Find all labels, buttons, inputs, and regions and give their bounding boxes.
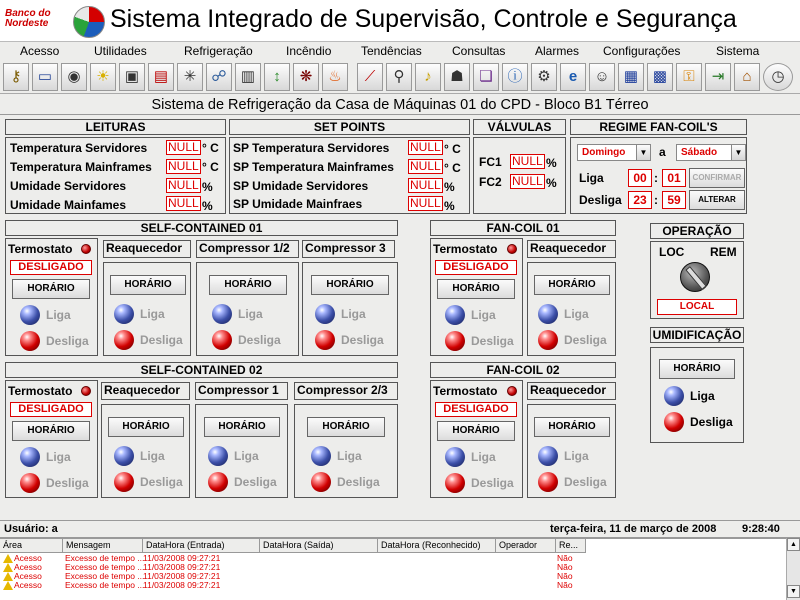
- message-cell: Excesso de tempo ...: [65, 563, 145, 572]
- menu-sistema[interactable]: Sistema: [716, 44, 760, 58]
- sc02-title: SELF-CONTAINED 02: [5, 362, 398, 378]
- liga-label: Liga: [471, 450, 496, 464]
- time-label: 9:28:40: [742, 523, 780, 535]
- liga-label: Liga: [234, 449, 259, 463]
- key-ring-icon[interactable]: ⚿: [676, 63, 702, 91]
- menu-consultas[interactable]: Consultas: [452, 44, 506, 58]
- desliga-indicator-icon[interactable]: [114, 472, 134, 492]
- day-from-select[interactable]: [577, 144, 651, 161]
- chevron-down-icon: ▼: [731, 145, 745, 160]
- re-cell: Não: [557, 581, 573, 590]
- desliga-label: Desliga: [140, 475, 183, 489]
- network-tree-icon[interactable]: ☍: [206, 63, 232, 91]
- selector-switch-icon[interactable]: [680, 262, 710, 292]
- re-cell: Não: [557, 572, 573, 581]
- column-header[interactable]: Mensagem: [63, 539, 143, 553]
- liga-label: Liga: [140, 449, 165, 463]
- column-header[interactable]: Re...: [556, 539, 586, 553]
- liga-indicator-icon[interactable]: [114, 304, 134, 324]
- message-cell: Excesso de tempo ...: [65, 581, 145, 590]
- setpoint-value: NULL: [410, 178, 441, 192]
- desliga-indicator-icon[interactable]: [20, 473, 40, 493]
- desliga-label: Desliga: [234, 475, 277, 489]
- security-guard-icon[interactable]: ☗: [444, 63, 470, 91]
- liga-indicator-icon[interactable]: [20, 305, 40, 325]
- valvulas-title: VÁLVULAS: [473, 119, 566, 135]
- alter-button[interactable]: ALTERAR: [689, 190, 745, 210]
- desliga-label: Desliga: [579, 193, 622, 207]
- scroll-down-icon[interactable]: ▼: [787, 585, 800, 598]
- day-from-value: Domingo: [582, 147, 626, 158]
- setpoint-unit: %: [444, 180, 455, 194]
- desliga-indicator-icon[interactable]: [538, 330, 558, 350]
- desliga-indicator-icon[interactable]: [664, 412, 684, 432]
- liga-label: Liga: [564, 449, 589, 463]
- liga-label: Liga: [579, 171, 604, 185]
- liga-hour-input[interactable]: 00: [628, 169, 652, 187]
- lightbulb-icon[interactable]: ☀: [90, 63, 116, 91]
- liga-indicator-icon[interactable]: [445, 305, 465, 325]
- desliga-label: Desliga: [337, 475, 380, 489]
- horario-button[interactable]: HORÁRIO: [209, 275, 287, 295]
- horario-button[interactable]: HORÁRIO: [437, 279, 515, 299]
- menu-configuracoes[interactable]: Configurações: [603, 44, 681, 58]
- horario-button[interactable]: HORÁRIO: [204, 417, 280, 437]
- area-cell: Acesso: [14, 572, 42, 581]
- setpoints-panel: [229, 137, 470, 214]
- liga-indicator-icon[interactable]: [20, 447, 40, 467]
- horario-button[interactable]: HORÁRIO: [534, 417, 610, 437]
- setpoint-label: SP Temperatura Mainframes: [233, 160, 394, 174]
- termostato-state: DESLIGADO: [435, 260, 517, 275]
- setpoint-value: NULL: [410, 140, 441, 154]
- fc01-termostato: [430, 238, 523, 356]
- liga-indicator-icon[interactable]: [212, 304, 232, 324]
- calendar-icon[interactable]: ▦: [618, 63, 644, 91]
- regime-panel: [570, 137, 747, 214]
- valvula-label: FC2: [479, 175, 502, 189]
- menu-bar: [0, 42, 800, 60]
- desliga-indicator-icon[interactable]: [445, 331, 465, 351]
- colon-label: :: [654, 171, 658, 185]
- horario-button[interactable]: HORÁRIO: [12, 421, 90, 441]
- users-icon[interactable]: ☺: [589, 63, 615, 91]
- reaquecedor-title: Reaquecedor: [103, 240, 191, 258]
- desliga-indicator-icon[interactable]: [538, 472, 558, 492]
- calculator-icon[interactable]: ▩: [647, 63, 673, 91]
- fc02-termostato: [430, 380, 523, 498]
- desliga-minute-input[interactable]: 59: [662, 191, 686, 209]
- liga-label: Liga: [341, 307, 366, 321]
- leituras-panel: [5, 137, 226, 214]
- horario-button[interactable]: HORÁRIO: [659, 359, 735, 379]
- reaquecedor-title: Reaquecedor: [101, 382, 190, 400]
- status-led-icon: [81, 244, 91, 254]
- menu-acesso[interactable]: Acesso: [20, 44, 60, 58]
- column-header[interactable]: DataHora (Saída): [260, 539, 378, 553]
- scroll-up-icon[interactable]: ▲: [787, 538, 800, 551]
- area-cell: Acesso: [14, 581, 42, 590]
- leitura-label: Umidade Servidores: [10, 179, 127, 193]
- leituras-title: LEITURAS: [5, 119, 226, 135]
- desliga-indicator-icon[interactable]: [20, 331, 40, 351]
- setpoint-label: SP Temperatura Servidores: [233, 141, 390, 155]
- loc-label: LOC: [659, 245, 685, 259]
- valvulas-panel: [473, 137, 566, 214]
- horario-button[interactable]: HORÁRIO: [108, 417, 184, 437]
- computer-icon[interactable]: ▭: [32, 63, 58, 91]
- alarm-table: [0, 538, 800, 600]
- termostato-state: DESLIGADO: [10, 402, 92, 417]
- desliga-indicator-icon[interactable]: [445, 473, 465, 493]
- liga-label: Liga: [140, 307, 165, 321]
- leitura-value: NULL: [168, 159, 199, 173]
- horario-button[interactable]: HORÁRIO: [437, 421, 515, 441]
- app-title: Sistema Integrado de Supervisão, Controle e Segurança: [110, 5, 737, 33]
- liga-indicator-icon[interactable]: [538, 304, 558, 324]
- exit-icon[interactable]: ⇥: [705, 63, 731, 91]
- status-led-icon: [507, 244, 517, 254]
- menu-utilidades[interactable]: Utilidades: [94, 44, 147, 58]
- compressor-title: Compressor 2/3: [294, 382, 398, 400]
- thermometer-icon[interactable]: ↕: [264, 63, 290, 91]
- sc01-reaquecedor: [103, 262, 191, 356]
- status-led-icon: [507, 386, 517, 396]
- valvula-value: NULL: [512, 154, 543, 168]
- sc02-termostato: [5, 380, 98, 498]
- leitura-value: NULL: [168, 178, 199, 192]
- user-label: Usuário: a: [4, 523, 58, 535]
- warning-icon: [3, 572, 13, 581]
- valvula-unit: %: [546, 176, 557, 190]
- warning-icon: [3, 563, 13, 572]
- message-cell: Excesso de tempo ...: [65, 554, 145, 563]
- leitura-label: Temperatura Mainframes: [10, 160, 152, 174]
- fc02-reaquecedor: [527, 404, 616, 498]
- leitura-unit: %: [202, 180, 213, 194]
- desliga-label: Desliga: [564, 333, 607, 347]
- menu-tendencias[interactable]: Tendências: [361, 44, 422, 58]
- desliga-label: Desliga: [564, 475, 607, 489]
- desliga-indicator-icon[interactable]: [208, 472, 228, 492]
- electrical-panel-icon[interactable]: ▣: [119, 63, 145, 91]
- date-label: terça-feira, 11 de março de 2008: [550, 523, 717, 535]
- desliga-label: Desliga: [46, 476, 89, 490]
- setpoints-title: SET POINTS: [229, 119, 470, 135]
- sc01-compressor-b: [302, 262, 398, 356]
- key-icon[interactable]: ⚷: [3, 63, 29, 91]
- leitura-value: NULL: [168, 196, 199, 210]
- bank-logo-icon: [73, 6, 105, 38]
- column-header[interactable]: DataHora (Entrada): [143, 539, 260, 553]
- menu-refrigeracao[interactable]: Refrigeração: [184, 44, 253, 58]
- regime-title: REGIME FAN-COIL'S: [570, 119, 747, 135]
- liga-indicator-icon[interactable]: [664, 386, 684, 406]
- sc02-compressor-a: [195, 404, 288, 498]
- day-to-select[interactable]: [676, 144, 746, 161]
- horario-button[interactable]: HORÁRIO: [307, 417, 385, 437]
- setpoint-value: NULL: [410, 159, 441, 173]
- valvula-value: NULL: [512, 174, 543, 188]
- re-cell: Não: [557, 563, 573, 572]
- horario-button[interactable]: HORÁRIO: [12, 279, 90, 299]
- internet-explorer-icon[interactable]: e: [560, 63, 586, 91]
- menu-incendio[interactable]: Incêndio: [286, 44, 332, 58]
- status-bar: [0, 520, 800, 538]
- liga-indicator-icon[interactable]: [311, 446, 331, 466]
- re-cell: Não: [557, 554, 573, 563]
- leitura-value: NULL: [168, 140, 199, 154]
- reaquecedor-title: Reaquecedor: [527, 382, 616, 400]
- entrada-cell: 11/03/2008 09:27:21: [143, 563, 221, 572]
- message-cell: Excesso de tempo ...: [65, 572, 145, 581]
- leitura-unit: ° C: [202, 160, 219, 174]
- setpoint-unit: ° C: [444, 142, 461, 156]
- operacao-state: LOCAL: [657, 299, 737, 315]
- settings-icon[interactable]: ⚙: [531, 63, 557, 91]
- logo-line2: Nordeste: [5, 18, 49, 29]
- clock-icon[interactable]: ◷: [763, 63, 793, 91]
- horario-button[interactable]: HORÁRIO: [534, 275, 610, 295]
- menu-alarmes[interactable]: Alarmes: [535, 44, 580, 58]
- air-handler-icon[interactable]: ▥: [235, 63, 261, 91]
- sc01-termostato: [5, 238, 98, 356]
- drive-icon[interactable]: ◉: [61, 63, 87, 91]
- liga-label: Liga: [564, 307, 589, 321]
- rack-icon[interactable]: ▤: [148, 63, 174, 91]
- termostato-label: Termostato: [433, 242, 498, 256]
- liga-indicator-icon[interactable]: [315, 304, 335, 324]
- desliga-label: Desliga: [690, 415, 733, 429]
- confirm-button[interactable]: CONFIRMAR: [689, 168, 745, 188]
- column-header[interactable]: Operador: [496, 539, 556, 553]
- leitura-unit: ° C: [202, 141, 219, 155]
- leitura-label: Umidade Mainfames: [10, 198, 127, 212]
- alarm-bell-icon[interactable]: ♪: [415, 63, 441, 91]
- desliga-label: Desliga: [471, 334, 514, 348]
- horario-button[interactable]: HORÁRIO: [110, 275, 186, 295]
- liga-label: Liga: [46, 308, 71, 322]
- fc01-title: FAN-COIL 01: [430, 220, 616, 236]
- book-icon[interactable]: ❏: [473, 63, 499, 91]
- desliga-indicator-icon[interactable]: [315, 330, 335, 350]
- entrada-cell: 11/03/2008 09:27:21: [143, 572, 221, 581]
- liga-indicator-icon[interactable]: [445, 447, 465, 467]
- day-to-value: Sábado: [681, 147, 718, 158]
- liga-indicator-icon[interactable]: [114, 446, 134, 466]
- area-cell: Acesso: [14, 563, 42, 572]
- logo-line1: Banco do: [5, 8, 51, 19]
- sc01-compressor-a: [196, 262, 299, 356]
- fan-icon[interactable]: ❋: [293, 63, 319, 91]
- warning-icon: [3, 554, 13, 563]
- desliga-label: Desliga: [341, 333, 384, 347]
- day-separator: a: [659, 145, 666, 159]
- termostato-label: Termostato: [8, 384, 73, 398]
- network-icon[interactable]: ✳: [177, 63, 203, 91]
- area-cell: Acesso: [14, 554, 42, 563]
- reaquecedor-title: Reaquecedor: [527, 240, 616, 258]
- leitura-unit: %: [202, 199, 213, 213]
- desliga-indicator-icon[interactable]: [114, 330, 134, 350]
- setpoint-value: NULL: [410, 196, 441, 210]
- termostato-label: Termostato: [433, 384, 498, 398]
- warning-icon: [3, 581, 13, 590]
- termostato-state: DESLIGADO: [435, 402, 517, 417]
- desliga-label: Desliga: [46, 334, 89, 348]
- chevron-down-icon: ▼: [636, 145, 650, 160]
- fc01-reaquecedor: [527, 262, 616, 356]
- rem-label: REM: [710, 245, 737, 259]
- termostato-state: DESLIGADO: [10, 260, 92, 275]
- setpoint-unit: ° C: [444, 161, 461, 175]
- column-header[interactable]: Área: [0, 539, 63, 553]
- column-header[interactable]: DataHora (Reconhecido): [378, 539, 496, 553]
- chart-icon[interactable]: ⟋: [357, 63, 383, 91]
- leitura-label: Temperatura Servidores: [10, 141, 148, 155]
- fc02-title: FAN-COIL 02: [430, 362, 616, 378]
- umidificacao-panel: [650, 347, 744, 443]
- status-led-icon: [81, 386, 91, 396]
- switch-handle: [685, 266, 706, 290]
- desliga-label: Desliga: [238, 333, 281, 347]
- sc01-title: SELF-CONTAINED 01: [5, 220, 398, 236]
- desliga-hour-input[interactable]: 23: [628, 191, 652, 209]
- page-subtitle: Sistema de Refrigeração da Casa de Máquinas 01 do CPD - Bloco B1 Térreo: [0, 95, 800, 115]
- desliga-label: Desliga: [471, 476, 514, 490]
- desliga-label: Desliga: [140, 333, 183, 347]
- valvula-unit: %: [546, 156, 557, 170]
- entrada-cell: 11/03/2008 09:27:21: [143, 581, 221, 590]
- desliga-indicator-icon[interactable]: [212, 330, 232, 350]
- umidificacao-title: UMIDIFICAÇÃO: [650, 327, 744, 343]
- operacao-panel: [650, 241, 744, 319]
- setpoint-label: SP Umidade Servidores: [233, 179, 369, 193]
- liga-indicator-icon[interactable]: [538, 446, 558, 466]
- termostato-label: Termostato: [8, 242, 73, 256]
- compressor-title: Compressor 1: [195, 382, 288, 400]
- app-header: [0, 0, 800, 42]
- sc02-reaquecedor: [101, 404, 190, 498]
- liga-minute-input[interactable]: 01: [662, 169, 686, 187]
- liga-label: Liga: [337, 449, 362, 463]
- setpoint-unit: %: [444, 199, 455, 213]
- setpoint-label: SP Umidade Mainfraes: [233, 197, 363, 211]
- operacao-title: OPERAÇÃO: [650, 223, 744, 239]
- liga-label: Liga: [690, 389, 715, 403]
- entrada-cell: 11/03/2008 09:27:21: [143, 554, 221, 563]
- liga-label: Liga: [46, 450, 71, 464]
- valvula-label: FC1: [479, 155, 502, 169]
- desliga-indicator-icon[interactable]: [311, 472, 331, 492]
- compressor-title: Compressor 3: [302, 240, 395, 258]
- info-icon[interactable]: ⓘ: [502, 63, 528, 91]
- bank-logo-text: [5, 9, 51, 29]
- toolbar: [0, 60, 800, 94]
- magnifier-icon[interactable]: ⚲: [386, 63, 412, 91]
- liga-indicator-icon[interactable]: [208, 446, 228, 466]
- liga-label: Liga: [238, 307, 263, 321]
- sc02-compressor-b: [294, 404, 398, 498]
- colon-label: :: [654, 193, 658, 207]
- home-icon[interactable]: ⌂: [734, 63, 760, 91]
- fire-icon[interactable]: ♨: [322, 63, 348, 91]
- compressor-title: Compressor 1/2: [196, 240, 299, 258]
- liga-label: Liga: [471, 308, 496, 322]
- horario-button[interactable]: HORÁRIO: [311, 275, 389, 295]
- alarm-table-scrollbar[interactable]: [786, 538, 800, 600]
